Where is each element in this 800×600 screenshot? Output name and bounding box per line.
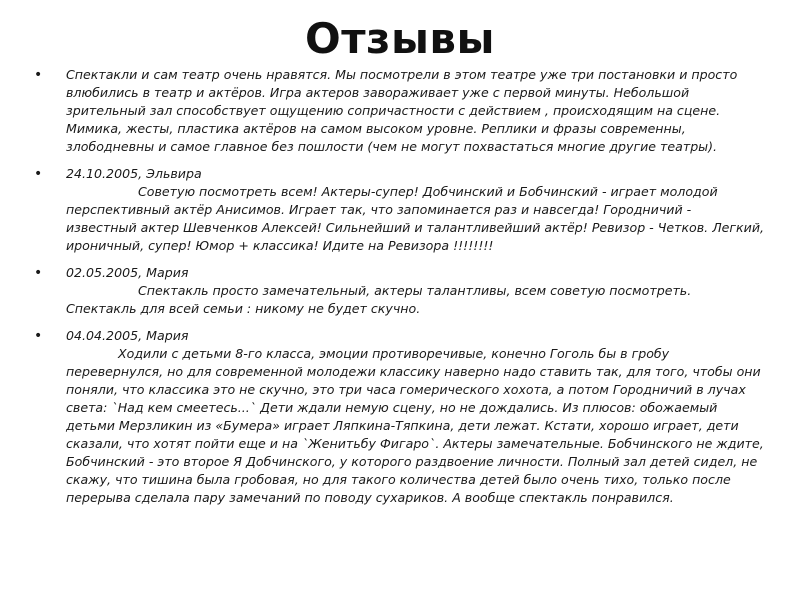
- bullet-icon: •: [34, 67, 43, 83]
- page-title: Отзывы: [305, 14, 495, 63]
- review-date-author: 02.05.2005, Мария: [66, 265, 189, 280]
- review-text: Советую посмотреть всем! Актеры-супер! Добчинский и Бобчинский - играет молодой перспективный актёр Анисимов. Играет так, что запоминается раз и навсегда! Городничий - известный актер Шевченков Алексей! Сильнейший и талантливейший актёр! Ревизор - Четков. Легкий, ироничный, супер! Юмор + классика! Идите на Ревизора !!!!!!!!: [66, 184, 765, 253]
- review-item: [34, 264, 764, 318]
- review-item: [34, 165, 764, 255]
- bullet-icon: •: [34, 328, 43, 344]
- review-text: Спектакли и сам театр очень нравятся. Мы посмотрели в этом театре уже три постановки и просто влюбились в театр и актёров. Игра актеров завораживает уже с первой минуты. Небольшой зрительный зал способствует ощущению сопричастности с действием , происходящим на сцене. Мимика, жесты, пластика актёров на самом высоком уровне. Реплики и фразы современны, злободневны и самое главное без пошлости (чем не могут похвастаться многие другие театры).: [66, 67, 738, 154]
- review-list: [34, 66, 764, 516]
- review-date-author: 24.10.2005, Эльвира: [66, 166, 202, 181]
- review-text: Спектакль просто замечательный, актеры талантливы, всем советую посмотреть. Спектакль для всей семьи : никому не будет скучно.: [66, 283, 692, 316]
- review-item: [34, 66, 764, 156]
- bullet-icon: •: [34, 265, 43, 281]
- review-text: Ходили с детьми 8-го класса, эмоции противоречивые, конечно Гоголь бы в гробу перевернулся, но для современной молодежи классику наверно надо ставить так, для того, чтобы они поняли, что классика это не скучно, это три часа гомерического хохота, а потом Городничий в лучах света: `Над кем смеетесь...` Дети ждали немую сцену, но не дождались. Из плюсов: обожаемый детьми Мерзликин из «Бумера» играет Ляпкина-Тяпкина, дети лежат. Кстати, хорошо играет, дети сказали, что хотят пойти еще и на `Женитьбу Фигаро`. Актеры замечательные. Бобчинского не ждите, Бобчинский - это второе Я Добчинского, у которого раздвоение личности. Полный зал детей сидел, не скажу, что тишина была гробовая, но для такого количества детей было очень тихо, только после перерыва сделала пару замечаний по поводу сухариков. А вообще спектакль понравился.: [66, 346, 764, 505]
- review-item: [34, 327, 764, 507]
- review-date-author: 04.04.2005, Мария: [66, 328, 189, 343]
- bullet-icon: •: [34, 166, 43, 182]
